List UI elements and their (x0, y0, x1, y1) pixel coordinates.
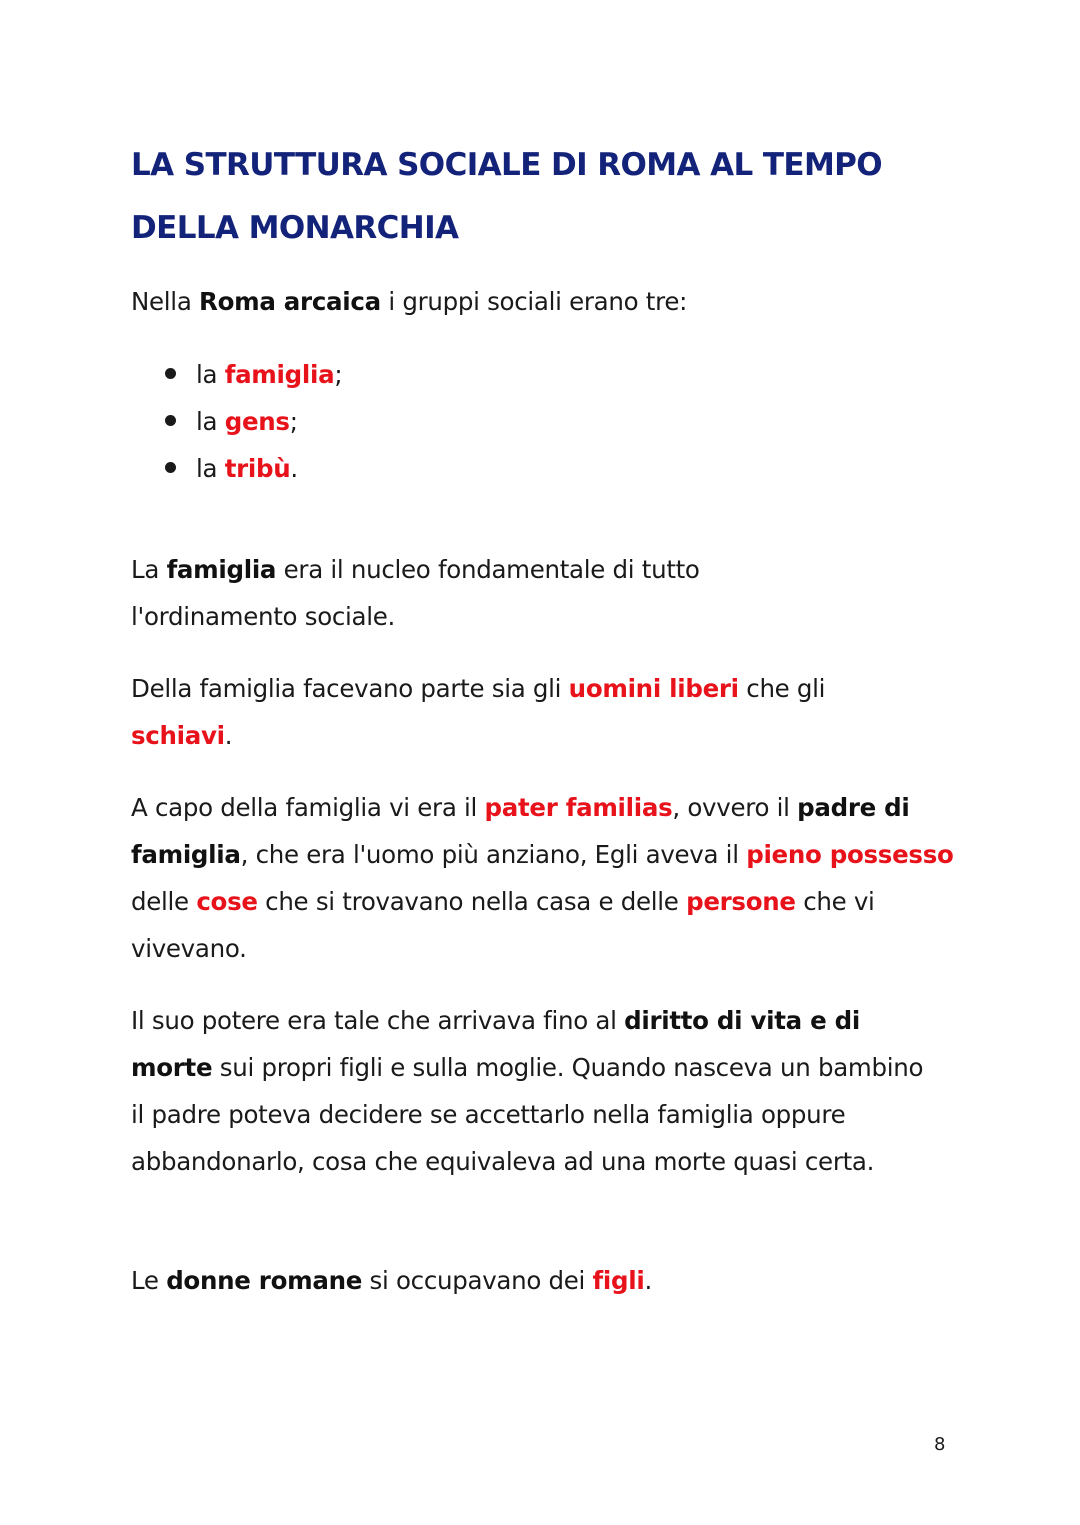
page-number: 8 (934, 1434, 946, 1455)
bold-famiglia: famiglia (166, 555, 277, 584)
social-groups-list (165, 351, 342, 492)
intro-paragraph (131, 278, 961, 325)
paragraph-famiglia: La famiglia era il nucleo fondamentale di tutto l'ordinamento sociale. (131, 555, 700, 631)
intro-text-1: Nella (131, 287, 200, 316)
term-persone: persone (686, 887, 796, 916)
paragraph-potere: Il suo potere era tale che arrivava fino al diritto di vita e di morte sui propri figli e sulla moglie. Quando nasceva un bambino il padre poteva decidere se accettarlo nella famiglia oppure abbandonarlo, cosa che equivaleva ad una morte quasi certa. (131, 1006, 924, 1176)
term-pater-familias: pater familias (484, 793, 673, 822)
list-item: la gens; (165, 398, 342, 445)
term-tribu: tribù (224, 454, 291, 483)
list-item: la tribù. (165, 445, 342, 492)
term-famiglia: famiglia (224, 360, 335, 389)
paragraph-pater-familias: A capo della famiglia vi era il pater familias, ovvero il padre di famiglia, che era l'uomo più anziano, Egli aveva il pieno possesso delle cose che si trovavano nella casa e delle persone che vi vivevano. (131, 793, 954, 963)
bold-padre-di-famiglia: padre di famiglia (131, 793, 910, 869)
term-gens: gens (224, 407, 290, 436)
term-uomini-liberi: uomini liberi (568, 674, 739, 703)
term-cose: cose (196, 887, 258, 916)
bold-donne-romane: donne romane (166, 1266, 363, 1295)
bullet-icon (165, 462, 176, 473)
intro-bold-roma-arcaica: Roma arcaica (199, 287, 381, 316)
bullet-icon (165, 368, 176, 379)
page-title: LA STRUTTURA SOCIALE DI ROMA AL TEMPO DELLA MONARCHIA (131, 147, 883, 246)
intro-text-2: i gruppi sociali erano tre: (380, 287, 688, 316)
term-schiavi: schiavi (131, 721, 225, 750)
paragraph-membri: Della famiglia facevano parte sia gli uomini liberi che gli schiavi. (131, 674, 826, 750)
bold-diritto-di-vita-e-di-morte: diritto di vita e di morte (131, 1006, 860, 1082)
term-pieno-possesso: pieno possesso (746, 840, 954, 869)
bullet-icon (165, 415, 176, 426)
list-item: la famiglia; (165, 351, 342, 398)
term-figli: figli (592, 1266, 645, 1295)
paragraph-donne: Le donne romane si occupavano dei figli. (131, 1266, 652, 1295)
